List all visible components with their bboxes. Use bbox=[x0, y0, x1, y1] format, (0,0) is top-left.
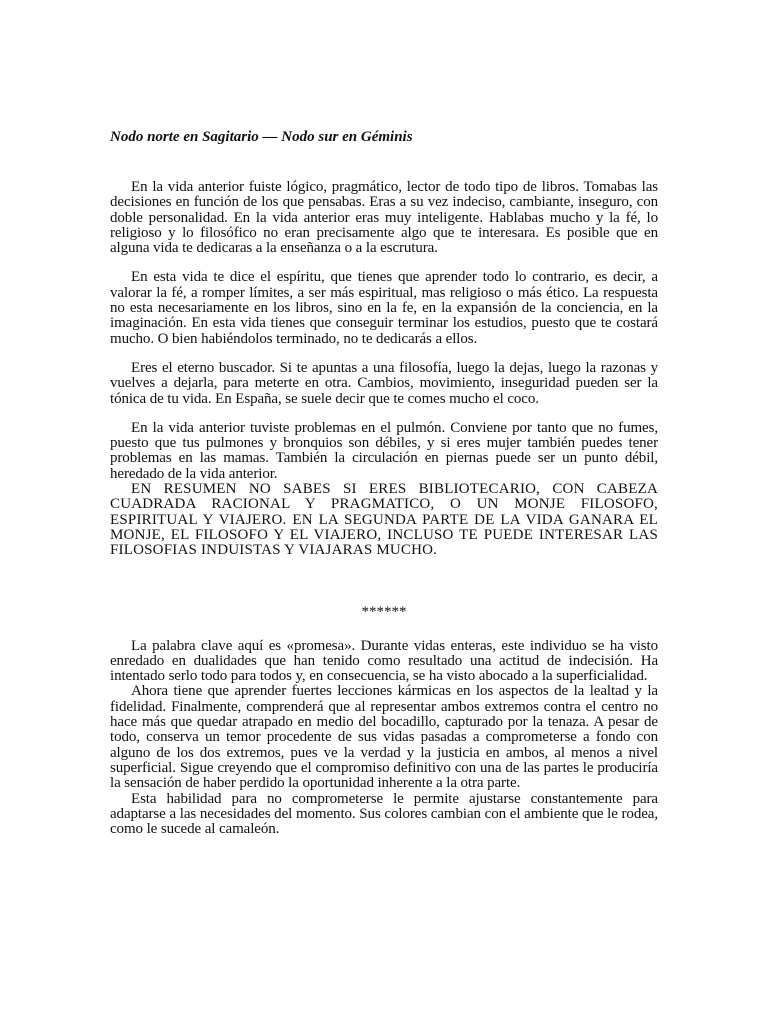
paragraph: En la vida anterior tuviste problemas en el pulmón. Conviene por tanto que no fumes, puesto que tus pulmones y bronquios son débiles, y si eres mujer también puedes tener problemas en las mamas. También la circulación en piernas puede ser un punto débil, heredado de la vida anterior. bbox=[110, 419, 658, 482]
paragraph: En esta vida te dice el espíritu, que tienes que aprender todo lo contrario, es decir, a valorar la fé, a romper límites, a ser más espiritual, mas religioso o más ético. La respuesta no esta necesariamente en los libros, sino en la fe, en la expansión de la conciencia, en la imaginación. En esta vida tienes que conseguir terminar los estudios, puesto que te costará mucho. O bien habiéndolos terminado, no te dedicarás a ellos. bbox=[110, 269, 658, 347]
document-page bbox=[110, 120, 658, 837]
paragraph: Eres el eterno buscador. Si te apuntas a una filosofía, luego la dejas, luego la razonas y vuelves a dejarla, para meterte en otra. Cambios, movimiento, inseguridad pueden ser la tónica de tu vida. En España, se suele decir que te comes mucho el coco. bbox=[110, 359, 658, 407]
summary-paragraph: EN RESUMEN NO SABES SI ERES BIBLIOTECARIO, CON CABEZA CUADRADA RACIONAL Y PRAGMATICO, O UN MONJE FILOSOFO, ESPIRITUAL Y VIAJERO. EN LA SEGUNDA PARTE DE LA VIDA GANARA EL MONJE, EL FILOSOFO Y EL VIAJERO, INCLUSO TE PUEDE INTERESAR LAS FILOSOFIAS INDUISTAS Y VIAJARAS MUCHO. bbox=[110, 481, 658, 559]
paragraph: En la vida anterior fuiste lógico, pragmático, lector de todo tipo de libros. Tomabas las decisiones en función de los que pensabas. Eras a su vez indeciso, cambiante, inseguro, con doble personalidad. En la vida anterior eras muy inteligente. Hablabas mucho y la fé, lo religioso y lo filosófico no eran precisamente algo que te interesara. Es posible que en alguna vida te dedicaras a la enseñanza o a la escrutura. bbox=[110, 179, 658, 257]
section-heading: Nodo norte en Sagitario — Nodo sur en Géminis bbox=[110, 129, 413, 145]
paragraph: La palabra clave aquí es «promesa». Durante vidas enteras, este individuo se ha visto enredado en dualidades que han tenido como resultado una actitud de indecisión. Ha intentado serlo todo para todos y, en consecuencia, se ha visto abocado a la superficialidad. bbox=[110, 637, 658, 685]
paragraph: Esta habilidad para no comprometerse le permite ajustarse constantemente para adaptarse a las necesidades del momento. Sus colores cambian con el ambiente que le rodea, como le sucede al camaleón. bbox=[110, 790, 658, 838]
paragraph: Ahora tiene que aprender fuertes lecciones kármicas en los aspectos de la lealtad y la fidelidad. Finalmente, comprenderá que al representar ambos extremos contra el centro no hace más que quedar atrapado en medio del bocadillo, capturado por la tenaza. A pesar de todo, conserva un temor procedente de sus vidas pasadas a comprometerse a fondo con alguno de los dos extremos, pues ve la verdad y la justicia en ambos, al menos a nivel superficial. Sigue creyendo que el compromiso definitivo con una de las partes le produciría la sensación de haber perdido la oportunidad inherente a la otra parte. bbox=[110, 683, 658, 792]
section-separator: ****** bbox=[361, 603, 407, 620]
